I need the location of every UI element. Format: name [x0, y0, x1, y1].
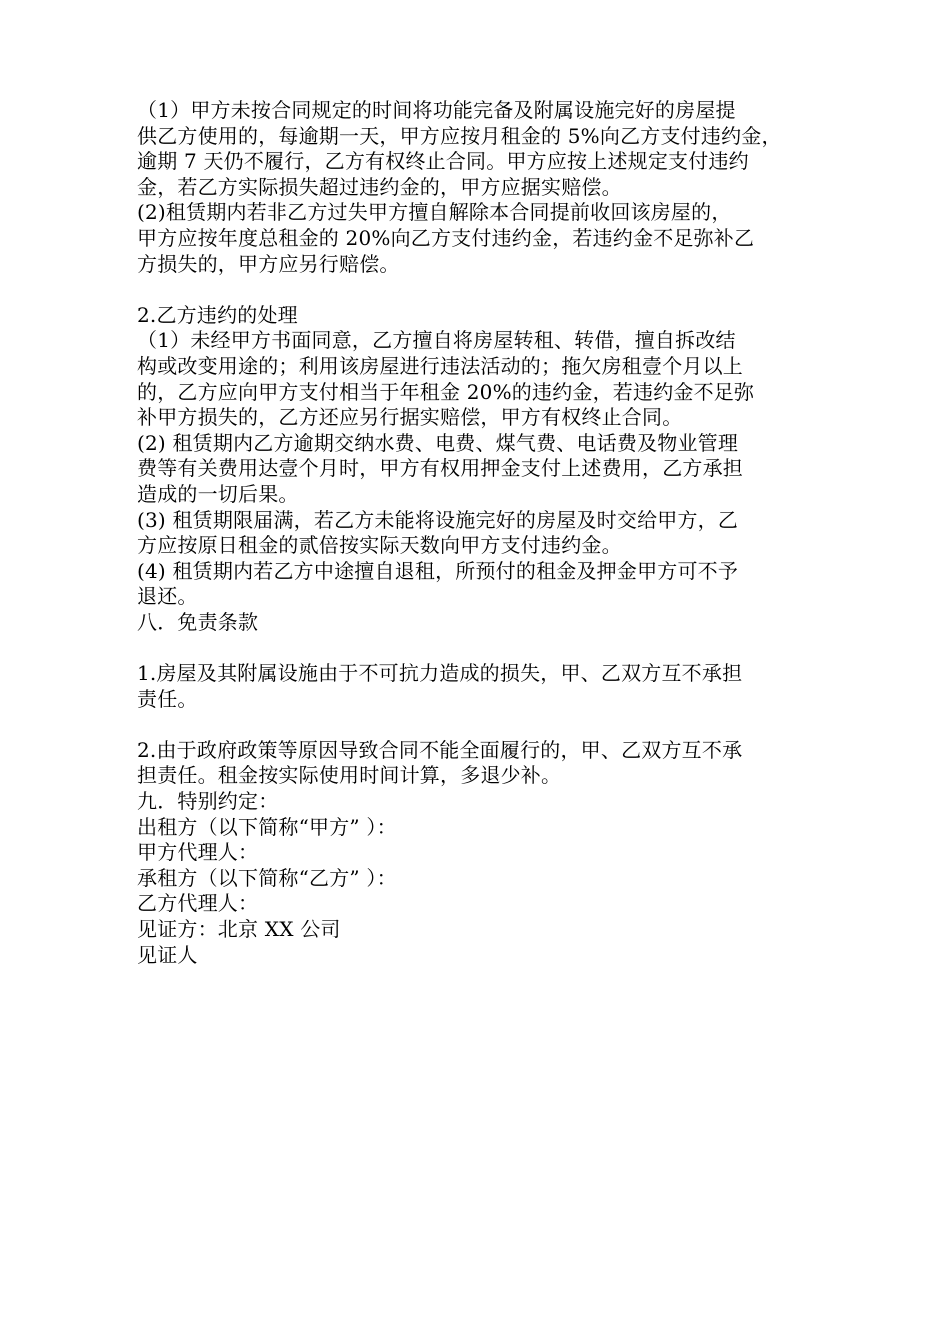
signature-field: 乙方代理人：: [137, 891, 259, 916]
text-line: (2) 租赁期内乙方逾期交纳水费、电费、煤气费、电话费及物业管理: [137, 430, 739, 455]
text-line: 造成的一切后果。: [137, 481, 299, 506]
text-line: 构或改变用途的；利用该房屋进行违法活动的；拖欠房租壹个月以上: [137, 353, 743, 378]
text-line: 费等有关费用达壹个月时，甲方有权用押金支付上述费用，乙方承担: [137, 456, 743, 481]
signature-field: 承租方（以下简称“乙方” ）：: [137, 865, 397, 890]
text-line: 方损失的，甲方应另行赔偿。: [137, 251, 400, 276]
signature-field: 甲方代理人：: [137, 840, 259, 865]
blank-line: [137, 635, 827, 661]
blank-line: [137, 277, 827, 303]
text-line: 甲方应按年度总租金的 20%向乙方支付违约金，若违约金不足弥补乙: [137, 225, 755, 250]
text-line: (3) 租赁期限届满，若乙方未能将设施完好的房屋及时交给甲方，乙: [137, 507, 739, 532]
section-heading: 九．特别约定：: [137, 789, 279, 814]
text-line: 1.房屋及其附属设施由于不可抗力造成的损失，甲、乙双方互不承担: [137, 661, 743, 686]
section-heading: 八．免责条款: [137, 609, 259, 634]
text-line: 责任。: [137, 686, 198, 711]
text-line: （1）未经甲方书面同意，乙方擅自将房屋转租、转借，擅自拆改结: [137, 328, 736, 353]
text-line: (2)租赁期内若非乙方过失甲方擅自解除本合同提前收回该房屋的，: [137, 200, 732, 225]
text-line: 担责任。租金按实际使用时间计算，多退少补。: [137, 763, 562, 788]
signature-field: 见证方：北京 XX 公司: [137, 917, 341, 941]
text-line: 金，若乙方实际损失超过违约金的，甲方应据实赔偿。: [137, 174, 622, 199]
text-line: 方应按原日租金的贰倍按实际天数向甲方支付违约金。: [137, 533, 622, 558]
text-line: 2.由于政府政策等原因导致合同不能全面履行的，甲、乙双方互不承: [137, 737, 743, 762]
blank-line: [137, 712, 827, 738]
signature-field: 见证人: [137, 942, 198, 967]
text-line: 逾期 7 天仍不履行，乙方有权终止合同。甲方应按上述规定支付违约: [137, 149, 749, 174]
document-body: [137, 98, 827, 968]
text-line: 退还。: [137, 584, 198, 609]
text-line: 的，乙方应向甲方支付相当于年租金 20%的违约金，若违约金不足弥: [137, 379, 755, 404]
signature-field: 出租方（以下简称“甲方” ）：: [137, 814, 397, 839]
text-line: 供乙方使用的，每逾期一天，甲方应按月租金的 5%向乙方支付违约金，: [137, 123, 782, 148]
text-line: 补甲方损失的，乙方还应另行据实赔偿，甲方有权终止合同。: [137, 405, 683, 430]
section-heading: 2.乙方违约的处理: [137, 302, 298, 327]
text-line: (4) 租赁期内若乙方中途擅自退租，所预付的租金及押金甲方可不予: [137, 558, 739, 583]
text-line: （1）甲方未按合同规定的时间将功能完备及附属设施完好的房屋提: [137, 98, 736, 122]
